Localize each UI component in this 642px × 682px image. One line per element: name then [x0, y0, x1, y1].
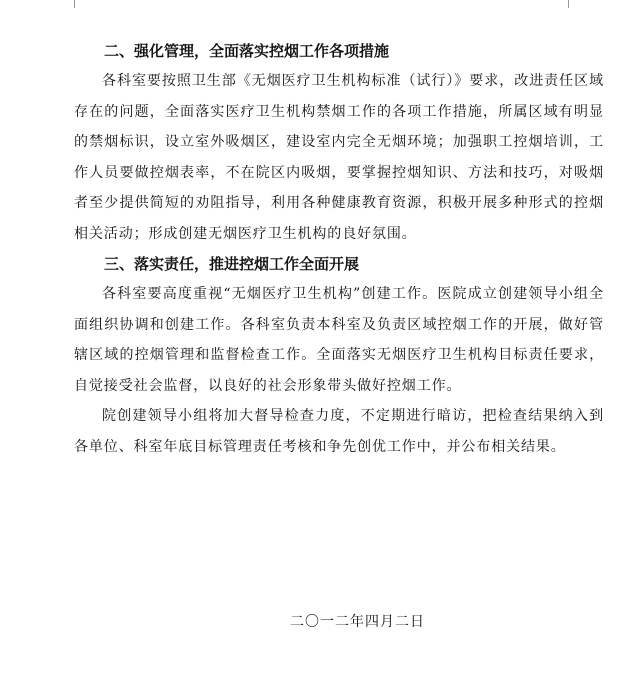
section-paragraph: 各科室要按照卫生部《无烟医疗卫生机构标准（试行）》要求，改进责任区域存在的问题，全面落实医疗卫生机构禁烟工作的各项工作措施，所属区域有明显的禁烟标识，设立室外吸烟区，建设室内完全无烟环境；加强职工控烟培训，工作人员要做控烟表率，不在院区内吸烟，要掌握控烟知识、方法和技巧，对吸烟者至少提供简短的劝阻指导，利用各种健康教育资源，积极开展多种形式的控烟相关活动；形成创建无烟医疗卫生机构的良好氛围。	[74, 73, 604, 242]
document-date: 二〇一二年四月二日	[290, 614, 425, 630]
page-corner-mark-right	[568, 0, 591, 8]
section-heading: 二、强化管理，全面落实控烟工作各项措施	[104, 42, 390, 60]
section-paragraph: 院创建领导小组将加大督导检查力度，不定期进行暗访，把检查结果纳入到各单位、科室年底目标管理责任考核和争先创优工作中，并公布相关结果。	[74, 408, 604, 455]
section-paragraph: 各科室要高度重视“无烟医疗卫生机构”创建工作。医院成立创建领导小组全面组织协调和创建工作。各科室负责本科室及负责区域控烟工作的开展，做好管辖区域的控烟管理和监督检查工作。全面落实无烟医疗卫生机构目标责任要求，自觉接受社会监督，以良好的社会形象带头做好控烟工作。	[74, 286, 604, 394]
page-corner-mark-left	[52, 0, 75, 8]
section-heading: 三、落实责任，推进控烟工作全面开展	[104, 255, 360, 273]
document-page	[74, 36, 604, 462]
